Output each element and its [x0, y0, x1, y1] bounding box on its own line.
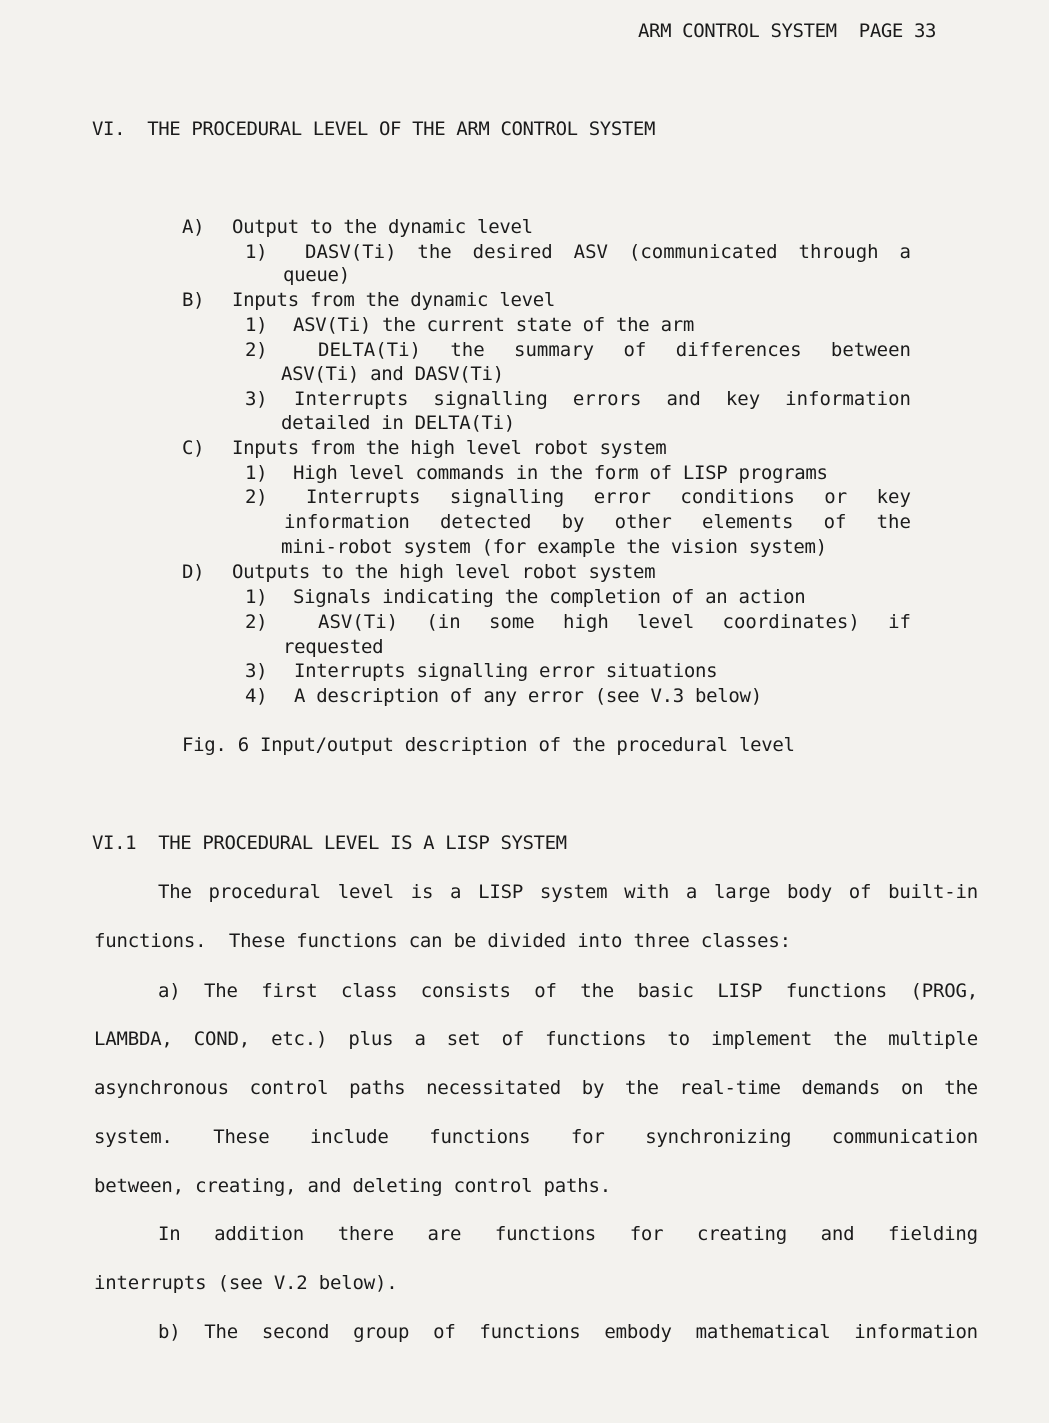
para2-line1 [158, 980, 978, 1002]
word: a [450, 881, 462, 903]
word: are [427, 1223, 462, 1245]
word: built-in [888, 881, 978, 903]
word: first [261, 980, 318, 1002]
word: plus [348, 1028, 394, 1050]
section-title: VI. THE PROCEDURAL LEVEL OF THE ARM CONTROL SYSTEM [92, 118, 655, 140]
item-a1-line1 [305, 241, 911, 263]
word: include [309, 1126, 389, 1148]
word: conditions [680, 486, 795, 508]
word: embody [604, 1321, 672, 1343]
item-d2-line1 [318, 611, 911, 633]
word: functions [545, 1028, 647, 1050]
word: The [204, 1321, 239, 1343]
para2-line2 [94, 1028, 978, 1050]
word: high [563, 611, 609, 633]
word: key [725, 388, 761, 410]
word: the [417, 241, 452, 263]
item-c2-line1 [306, 486, 911, 508]
word: some [488, 611, 535, 633]
word: ASV(Ti) [318, 611, 399, 633]
word: the [876, 511, 911, 533]
word: LISP [717, 980, 763, 1002]
word: errors [572, 388, 642, 410]
word: class [341, 980, 398, 1002]
word: addition [214, 1223, 305, 1245]
word: synchronizing [645, 1126, 792, 1148]
item-num-d1: 1) [245, 586, 268, 608]
word: a [899, 241, 911, 263]
item-num-d3: 3) [245, 660, 268, 682]
item-b3-line2: detailed in DELTA(Ti) [281, 412, 515, 434]
word: with [624, 881, 670, 903]
para2-line4 [94, 1126, 978, 1148]
word: level [637, 611, 695, 633]
para2-line5: between, creating, and deleting control paths. [94, 1175, 611, 1197]
word: is [410, 881, 434, 903]
word: real-time [679, 1077, 781, 1099]
item-d4-line1: A description of any error (see V.3 below) [294, 685, 762, 707]
word: of [848, 881, 872, 903]
word: LAMBDA, [94, 1028, 173, 1050]
subsection-title: VI.1 THE PROCEDURAL LEVEL IS A LISP SYSTEM [92, 832, 567, 854]
word: signalling [433, 388, 548, 410]
word: the [580, 980, 615, 1002]
word: for [570, 1126, 605, 1148]
item-num-d4: 4) [245, 685, 268, 707]
word: DELTA(Ti) [318, 339, 421, 361]
item-c1-line1: High level commands in the form of LISP programs [293, 462, 828, 484]
word: set [446, 1028, 481, 1050]
word: large [713, 881, 771, 903]
word: there [337, 1223, 394, 1245]
word: the [625, 1077, 659, 1099]
para4-line1 [158, 1321, 978, 1343]
word: system [539, 881, 608, 903]
word: second [261, 1321, 330, 1343]
word: detected [439, 511, 532, 533]
item-title-c: Inputs from the high level robot system [232, 437, 667, 459]
word: b) [158, 1321, 181, 1343]
item-c2-line3: mini-robot system (for example the vision system) [281, 536, 827, 558]
item-d2-line2: requested [283, 636, 384, 658]
item-b3-line1 [294, 388, 911, 410]
item-num-c1: 1) [245, 462, 268, 484]
para1-line1 [158, 881, 978, 903]
word: DASV(Ti) [305, 241, 397, 263]
word: level [337, 881, 394, 903]
word: information [854, 1321, 978, 1343]
word: of [823, 511, 847, 533]
item-b2-line2: ASV(Ti) and DASV(Ti) [281, 363, 504, 385]
word: In [158, 1223, 181, 1245]
word: and [820, 1223, 855, 1245]
word: of [501, 1028, 525, 1050]
figure-caption: Fig. 6 Input/output description of the procedural level [182, 734, 795, 756]
item-num-d2: 2) [245, 611, 268, 633]
word: functions [785, 980, 887, 1002]
word: desired [472, 241, 553, 263]
word: and [666, 388, 701, 410]
word: of [433, 1321, 456, 1343]
word: asynchronous [94, 1077, 229, 1099]
word: Interrupts [294, 388, 409, 410]
word: procedural [208, 881, 321, 903]
item-a1-line2: queue) [283, 264, 350, 286]
word: functions [494, 1223, 597, 1245]
word: on [900, 1077, 924, 1099]
item-num-c2: 2) [245, 486, 268, 508]
word: (PROG, [910, 980, 978, 1002]
word: key [876, 486, 911, 508]
item-label-d: D) [182, 561, 205, 583]
word: information [284, 511, 410, 533]
word: (communicated [628, 241, 778, 263]
word: or [824, 486, 848, 508]
word: the [833, 1028, 867, 1050]
item-num-b1: 1) [245, 314, 268, 336]
word: for [629, 1223, 664, 1245]
word: consists [420, 980, 511, 1002]
word: mathematical [695, 1321, 831, 1343]
word: The [204, 980, 238, 1002]
word: elements [701, 511, 794, 533]
word: creating [697, 1223, 787, 1245]
item-b2-line1 [318, 339, 911, 361]
word: functions [479, 1321, 581, 1343]
word: demands [801, 1077, 881, 1099]
item-num-a1: 1) [245, 241, 268, 263]
running-header: ARM CONTROL SYSTEM PAGE 33 [638, 20, 937, 42]
item-label-a: A) [182, 216, 205, 238]
word: if [888, 611, 911, 633]
item-title-a: Output to the dynamic level [232, 216, 533, 238]
para3-line2: interrupts (see V.2 below). [94, 1272, 398, 1294]
word: control [249, 1077, 329, 1099]
word: system. [94, 1126, 173, 1148]
word: error [593, 486, 651, 508]
word: of [623, 339, 647, 361]
word: group [353, 1321, 410, 1343]
word: functions [429, 1126, 531, 1148]
word: The [158, 881, 192, 903]
item-c2-line2 [284, 511, 911, 533]
para3-line1 [158, 1223, 978, 1245]
para2-line3 [94, 1077, 978, 1099]
word: body [787, 881, 832, 903]
item-title-d: Outputs to the high level robot system [232, 561, 656, 583]
word: the [944, 1077, 978, 1099]
word: paths [349, 1077, 406, 1099]
word: a) [158, 980, 181, 1002]
item-b1-line1: ASV(Ti) the current state of the arm [293, 314, 695, 336]
para1-line2: functions. These functions can be divided into three classes: [94, 930, 791, 952]
word: between [830, 339, 911, 361]
word: multiple [888, 1028, 978, 1050]
item-d1-line1: Signals indicating the completion of an action [293, 586, 806, 608]
word: basic [637, 980, 694, 1002]
word: the [450, 339, 485, 361]
item-d3-line1: Interrupts signalling error situations [294, 660, 718, 682]
item-num-b2: 2) [245, 339, 268, 361]
word: a [685, 881, 698, 903]
word: signalling [449, 486, 565, 508]
word: of [534, 980, 557, 1002]
word: summary [514, 339, 595, 361]
word: LISP [478, 881, 524, 903]
item-label-b: B) [182, 289, 205, 311]
word: (in [426, 611, 461, 633]
word: COND, [193, 1028, 250, 1050]
word: coordinates) [722, 611, 860, 633]
word: to [667, 1028, 690, 1050]
word: etc.) [271, 1028, 328, 1050]
word: by [581, 1077, 605, 1099]
word: differences [675, 339, 802, 361]
item-title-b: Inputs from the dynamic level [232, 289, 556, 311]
word: necessitated [426, 1077, 561, 1099]
word: fielding [887, 1223, 978, 1245]
word: ASV [573, 241, 608, 263]
item-label-c: C) [182, 437, 205, 459]
word: implement [711, 1028, 813, 1050]
word: a [414, 1028, 426, 1050]
word: other [614, 511, 672, 533]
word: by [561, 511, 585, 533]
word: Interrupts [306, 486, 421, 508]
word: communication [831, 1126, 978, 1148]
word: information [785, 388, 911, 410]
word: These [213, 1126, 270, 1148]
word: through [798, 241, 879, 263]
item-num-b3: 3) [245, 388, 268, 410]
